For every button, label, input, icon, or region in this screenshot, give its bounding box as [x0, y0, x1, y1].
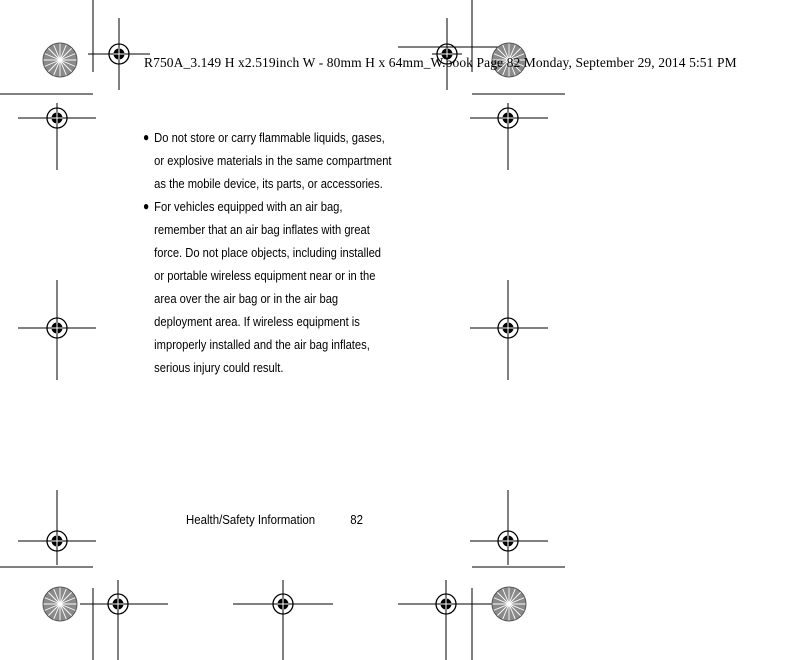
- page-number: 82: [350, 512, 364, 527]
- registration-mark-icon: [431, 589, 461, 619]
- color-target-icon: [43, 43, 77, 77]
- color-target-icon: [43, 587, 77, 621]
- list-item: [143, 195, 392, 379]
- registration-mark-icon: [103, 589, 133, 619]
- registration-mark-icon: [493, 526, 523, 556]
- color-target-icon: [492, 587, 526, 621]
- page-footer: [186, 512, 363, 527]
- bullet-icon: ●: [143, 130, 150, 144]
- registration-mark-icon: [42, 313, 72, 343]
- list-item-text: For vehicles equipped with an air bag, remember that an air bag inflates with great force. Do not place objects, including installed or portable wireless equipment near or in the area over the air bag or in the air bag deployment area. If wireless equipment is improperly installed and the air bag inflates, serious injury could result.: [154, 199, 382, 375]
- registration-mark-icon: [104, 39, 134, 69]
- list-item: [143, 126, 392, 195]
- registration-mark-icon: [42, 526, 72, 556]
- bullet-icon: ●: [143, 199, 150, 213]
- bullet-list: [143, 126, 392, 379]
- registration-mark-icon: [493, 313, 523, 343]
- print-slug-line: R750A_3.149 H x2.519inch W - 80mm H x 64mm_W.book Page 82 Monday, September 29, 2014 5:51 PM: [144, 55, 737, 70]
- footer-section-title: Health/Safety Information: [186, 512, 316, 527]
- registration-mark-icon: [493, 103, 523, 133]
- registration-mark-icon: [42, 103, 72, 133]
- list-item-text: Do not store or carry flammable liquids, gases, or explosive materials in the same compartment as the mobile device, its parts, or accessories.: [154, 130, 392, 191]
- registration-mark-icon: [268, 589, 298, 619]
